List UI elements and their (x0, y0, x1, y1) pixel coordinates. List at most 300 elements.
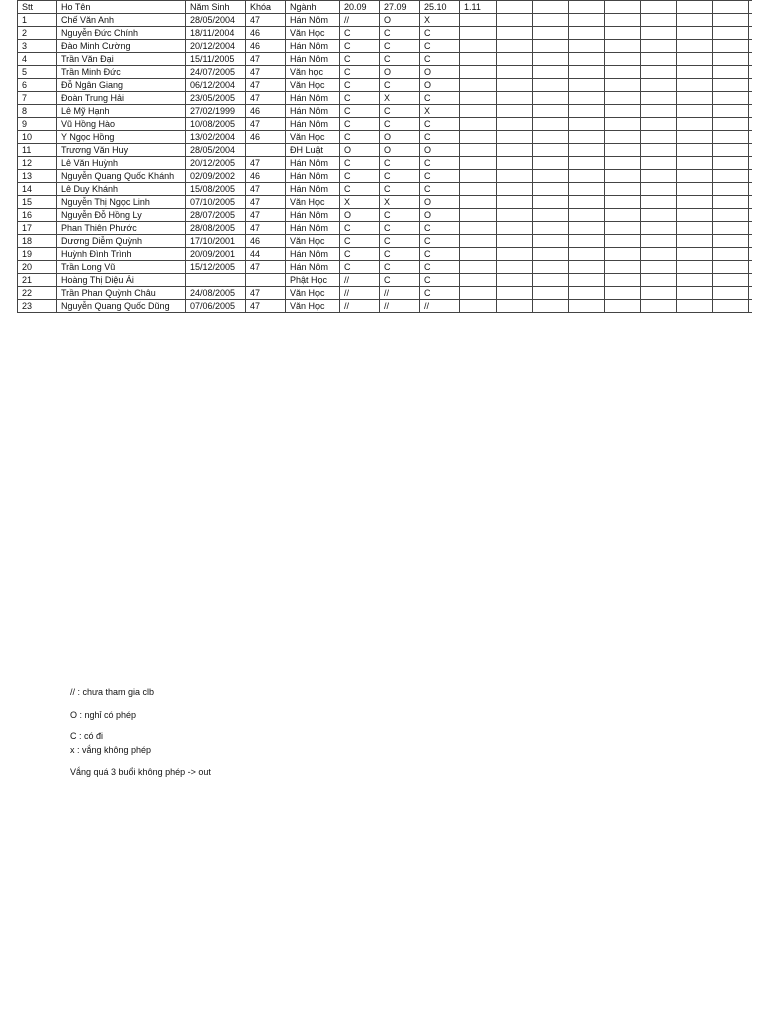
table-cell (641, 287, 677, 300)
table-cell: X (380, 92, 420, 105)
table-cell (749, 118, 753, 131)
table-cell (569, 196, 605, 209)
table-cell (460, 131, 497, 144)
table-cell (497, 170, 533, 183)
table-cell (713, 274, 749, 287)
table-row (18, 300, 753, 313)
table-cell: 27/02/1999 (186, 105, 246, 118)
table-cell: 46 (246, 27, 286, 40)
table-cell (749, 40, 753, 53)
table-row (18, 287, 753, 300)
table-cell (533, 66, 569, 79)
column-header (497, 1, 533, 14)
table-cell: 47 (246, 14, 286, 27)
table-cell (533, 92, 569, 105)
table-cell (460, 261, 497, 274)
table-cell: 47 (246, 300, 286, 313)
table-cell: Văn học (286, 66, 340, 79)
table-cell: 47 (246, 261, 286, 274)
table-cell (533, 235, 569, 248)
table-cell: Phan Thiên Phước (57, 222, 186, 235)
attendance-table (17, 0, 752, 313)
table-cell: Văn Học (286, 196, 340, 209)
table-cell (677, 27, 713, 40)
table-cell (713, 222, 749, 235)
table-cell: 47 (246, 209, 286, 222)
table-cell (641, 53, 677, 66)
table-cell (749, 66, 753, 79)
table-cell (677, 14, 713, 27)
table-cell (605, 118, 641, 131)
table-cell (713, 261, 749, 274)
table-cell (641, 14, 677, 27)
table-cell (713, 118, 749, 131)
table-cell (605, 40, 641, 53)
table-cell: X (380, 196, 420, 209)
table-cell: Đào Minh Cường (57, 40, 186, 53)
table-cell (605, 300, 641, 313)
table-cell (641, 66, 677, 79)
table-cell (749, 92, 753, 105)
table-cell: // (340, 300, 380, 313)
table-cell (460, 209, 497, 222)
table-cell (677, 79, 713, 92)
table-cell: 3 (18, 40, 57, 53)
table-cell: Lê Văn Huỳnh (57, 157, 186, 170)
table-cell (605, 92, 641, 105)
table-cell (497, 14, 533, 27)
table-cell (749, 196, 753, 209)
table-cell: 18 (18, 235, 57, 248)
table-cell (641, 222, 677, 235)
table-cell: 17 (18, 222, 57, 235)
table-cell (460, 196, 497, 209)
table-cell (533, 287, 569, 300)
table-cell (460, 222, 497, 235)
table-cell (497, 79, 533, 92)
table-cell: Nguyễn Quang Quốc Khánh (57, 170, 186, 183)
table-cell: 20/12/2004 (186, 40, 246, 53)
table-cell: C (340, 170, 380, 183)
attendance-sheet (17, 0, 752, 594)
table-cell (605, 287, 641, 300)
table-cell (713, 66, 749, 79)
table-cell: // (340, 274, 380, 287)
table-row (18, 131, 753, 144)
table-cell (460, 118, 497, 131)
table-cell: 28/05/2004 (186, 144, 246, 157)
table-cell (713, 196, 749, 209)
table-cell (677, 131, 713, 144)
table-cell: 23/05/2005 (186, 92, 246, 105)
table-cell: 6 (18, 79, 57, 92)
table-cell: 07/10/2005 (186, 196, 246, 209)
table-row (18, 235, 753, 248)
table-cell (605, 79, 641, 92)
table-cell (569, 118, 605, 131)
table-cell: C (420, 170, 460, 183)
table-cell (677, 183, 713, 196)
column-header: 20.09 (340, 1, 380, 14)
table-cell: Hoàng Thị Diệu Ái (57, 274, 186, 287)
table-cell: C (420, 261, 460, 274)
table-cell: 22 (18, 287, 57, 300)
table-cell (569, 183, 605, 196)
table-cell (605, 261, 641, 274)
table-cell: 5 (18, 66, 57, 79)
table-cell (460, 40, 497, 53)
table-cell (569, 170, 605, 183)
table-cell (749, 144, 753, 157)
table-cell (569, 209, 605, 222)
table-row (18, 14, 753, 27)
table-cell: O (340, 144, 380, 157)
table-cell: C (380, 183, 420, 196)
table-row (18, 274, 753, 287)
table-cell: O (420, 196, 460, 209)
table-cell: 47 (246, 287, 286, 300)
table-cell: Trương Văn Huy (57, 144, 186, 157)
table-row (18, 196, 753, 209)
table-cell: 28/07/2005 (186, 209, 246, 222)
table-cell (605, 196, 641, 209)
table-cell (605, 144, 641, 157)
table-cell (677, 66, 713, 79)
table-cell: C (420, 222, 460, 235)
table-cell: C (380, 105, 420, 118)
table-cell: 13/02/2004 (186, 131, 246, 144)
table-cell (677, 209, 713, 222)
table-cell (713, 79, 749, 92)
table-cell (460, 144, 497, 157)
table-cell (677, 274, 713, 287)
table-cell (641, 105, 677, 118)
table-cell (497, 53, 533, 66)
table-cell (713, 144, 749, 157)
table-cell (749, 27, 753, 40)
table-cell (569, 157, 605, 170)
table-cell (497, 105, 533, 118)
table-cell (605, 131, 641, 144)
table-cell: 47 (246, 222, 286, 235)
table-cell (677, 300, 713, 313)
table-cell: 4 (18, 53, 57, 66)
table-cell: C (340, 53, 380, 66)
table-row (18, 248, 753, 261)
table-cell (533, 248, 569, 261)
table-cell: 47 (246, 157, 286, 170)
table-cell (569, 79, 605, 92)
table-cell (460, 287, 497, 300)
table-cell (497, 248, 533, 261)
table-cell (569, 27, 605, 40)
table-cell: 07/06/2005 (186, 300, 246, 313)
table-cell (497, 235, 533, 248)
column-header (605, 1, 641, 14)
table-cell: Văn Học (286, 131, 340, 144)
table-cell: 46 (246, 40, 286, 53)
table-cell (569, 261, 605, 274)
table-cell (533, 261, 569, 274)
table-cell (497, 209, 533, 222)
table-cell: Văn Học (286, 300, 340, 313)
table-cell (533, 144, 569, 157)
table-cell: C (380, 248, 420, 261)
table-cell: Chế Văn Anh (57, 14, 186, 27)
table-cell (569, 274, 605, 287)
table-cell: 28/05/2004 (186, 14, 246, 27)
table-cell (533, 300, 569, 313)
table-cell: 47 (246, 196, 286, 209)
table-cell (460, 92, 497, 105)
column-header: Khóa (246, 1, 286, 14)
table-cell (605, 66, 641, 79)
table-cell: // (340, 14, 380, 27)
table-cell: Lê Mỹ Hạnh (57, 105, 186, 118)
table-cell: O (380, 66, 420, 79)
table-cell (677, 144, 713, 157)
table-row (18, 79, 753, 92)
table-cell: 10/08/2005 (186, 118, 246, 131)
table-cell: // (380, 300, 420, 313)
table-row (18, 27, 753, 40)
table-cell (497, 144, 533, 157)
table-cell (641, 92, 677, 105)
table-cell (605, 183, 641, 196)
table-cell (677, 170, 713, 183)
table-row (18, 261, 753, 274)
table-cell (533, 157, 569, 170)
table-cell (713, 209, 749, 222)
table-cell: Văn Học (286, 79, 340, 92)
table-cell (749, 157, 753, 170)
table-cell: C (340, 235, 380, 248)
table-cell: C (380, 209, 420, 222)
table-cell (641, 79, 677, 92)
table-cell: Hán Nôm (286, 40, 340, 53)
table-cell: Huỳnh Đình Trình (57, 248, 186, 261)
table-cell: C (340, 27, 380, 40)
table-cell (677, 157, 713, 170)
table-cell: 15/11/2005 (186, 53, 246, 66)
table-cell: Trần Phan Quỳnh Châu (57, 287, 186, 300)
column-header (677, 1, 713, 14)
table-cell: 15/08/2005 (186, 183, 246, 196)
table-row (18, 170, 753, 183)
table-cell: 13 (18, 170, 57, 183)
table-cell: 47 (246, 79, 286, 92)
table-cell (641, 157, 677, 170)
table-cell (460, 27, 497, 40)
table-cell (460, 157, 497, 170)
table-cell (749, 105, 753, 118)
table-cell (533, 105, 569, 118)
table-cell (677, 261, 713, 274)
table-cell: 16 (18, 209, 57, 222)
table-cell (497, 261, 533, 274)
table-cell: X (420, 14, 460, 27)
table-cell: Hán Nôm (286, 118, 340, 131)
column-header (533, 1, 569, 14)
table-cell: C (380, 235, 420, 248)
table-cell (460, 79, 497, 92)
table-cell: C (340, 79, 380, 92)
table-cell (605, 235, 641, 248)
table-cell: 10 (18, 131, 57, 144)
table-cell (605, 53, 641, 66)
table-cell: C (380, 118, 420, 131)
table-cell (186, 274, 246, 287)
table-cell: Trần Long Vũ (57, 261, 186, 274)
table-cell: C (420, 118, 460, 131)
table-row (18, 144, 753, 157)
table-cell: 21 (18, 274, 57, 287)
table-row (18, 105, 753, 118)
table-cell (246, 144, 286, 157)
table-cell (460, 274, 497, 287)
table-cell (569, 144, 605, 157)
table-row (18, 209, 753, 222)
table-cell: C (340, 131, 380, 144)
table-cell (460, 53, 497, 66)
table-cell (460, 248, 497, 261)
table-cell: C (340, 40, 380, 53)
table-cell: C (340, 248, 380, 261)
column-header: Năm Sinh (186, 1, 246, 14)
table-cell (749, 170, 753, 183)
table-cell: 06/12/2004 (186, 79, 246, 92)
table-cell: C (340, 183, 380, 196)
table-cell: Nguyễn Đỗ Hồng Ly (57, 209, 186, 222)
table-cell: 28/08/2005 (186, 222, 246, 235)
table-cell: Nguyễn Thị Ngọc Linh (57, 196, 186, 209)
table-cell (460, 170, 497, 183)
table-cell (641, 300, 677, 313)
table-cell (569, 300, 605, 313)
table-cell (497, 92, 533, 105)
table-cell (569, 131, 605, 144)
table-cell (641, 183, 677, 196)
table-row (18, 66, 753, 79)
table-cell (569, 222, 605, 235)
table-cell (641, 40, 677, 53)
attendance-table-body (18, 1, 753, 313)
column-header: Ngành (286, 1, 340, 14)
table-cell: ĐH Luật (286, 144, 340, 157)
column-header: 1.11 (460, 1, 497, 14)
table-cell (569, 53, 605, 66)
table-cell: 17/10/2001 (186, 235, 246, 248)
table-cell (749, 248, 753, 261)
table-cell (713, 235, 749, 248)
table-cell: Đỗ Ngân Giang (57, 79, 186, 92)
table-cell: 7 (18, 92, 57, 105)
table-cell (749, 131, 753, 144)
table-cell: 19 (18, 248, 57, 261)
table-cell (460, 14, 497, 27)
table-row (18, 222, 753, 235)
table-cell (677, 287, 713, 300)
table-cell (677, 222, 713, 235)
table-cell: C (420, 235, 460, 248)
table-cell: // (380, 287, 420, 300)
table-cell (497, 300, 533, 313)
legend-item: O : nghỉ có phép (70, 710, 137, 720)
column-header: 25.10 (420, 1, 460, 14)
table-cell (677, 118, 713, 131)
table-cell: C (380, 53, 420, 66)
table-cell: 44 (246, 248, 286, 261)
table-cell: Hán Nôm (286, 248, 340, 261)
table-cell (246, 274, 286, 287)
table-cell (533, 14, 569, 27)
table-cell (569, 40, 605, 53)
table-cell: 15 (18, 196, 57, 209)
table-cell (749, 300, 753, 313)
table-cell (569, 248, 605, 261)
table-cell (460, 300, 497, 313)
table-cell (749, 222, 753, 235)
table-cell: // (420, 300, 460, 313)
table-cell: Hán Nôm (286, 53, 340, 66)
column-header (641, 1, 677, 14)
table-cell: 47 (246, 118, 286, 131)
table-cell (605, 222, 641, 235)
table-cell: C (340, 66, 380, 79)
table-cell (605, 14, 641, 27)
table-cell (749, 53, 753, 66)
table-cell: Hán Nôm (286, 105, 340, 118)
table-cell (497, 196, 533, 209)
table-cell (749, 261, 753, 274)
table-cell: C (420, 92, 460, 105)
table-cell (677, 53, 713, 66)
table-cell (533, 196, 569, 209)
table-cell (713, 27, 749, 40)
table-cell: C (340, 92, 380, 105)
table-cell (497, 40, 533, 53)
table-cell (460, 66, 497, 79)
table-cell (749, 209, 753, 222)
table-cell: 02/09/2002 (186, 170, 246, 183)
table-cell (533, 40, 569, 53)
table-cell: Hán Nôm (286, 92, 340, 105)
table-row (18, 53, 753, 66)
table-cell: Nguyễn Quang Quốc Dũng (57, 300, 186, 313)
table-cell (460, 235, 497, 248)
table-cell (605, 274, 641, 287)
table-cell (605, 248, 641, 261)
table-cell: C (420, 40, 460, 53)
table-cell (677, 235, 713, 248)
table-cell (569, 14, 605, 27)
table-cell (713, 300, 749, 313)
table-cell (677, 92, 713, 105)
table-cell: O (420, 209, 460, 222)
table-cell: 15/12/2005 (186, 261, 246, 274)
table-cell: Trần Minh Đức (57, 66, 186, 79)
table-cell (569, 66, 605, 79)
table-cell: C (340, 157, 380, 170)
table-cell: 20 (18, 261, 57, 274)
table-cell (641, 248, 677, 261)
table-cell: Hán Nôm (286, 170, 340, 183)
table-cell: Y Ngọc Hồng (57, 131, 186, 144)
table-cell: Đoàn Trung Hải (57, 92, 186, 105)
table-cell (605, 105, 641, 118)
table-cell (677, 248, 713, 261)
table-cell (533, 222, 569, 235)
